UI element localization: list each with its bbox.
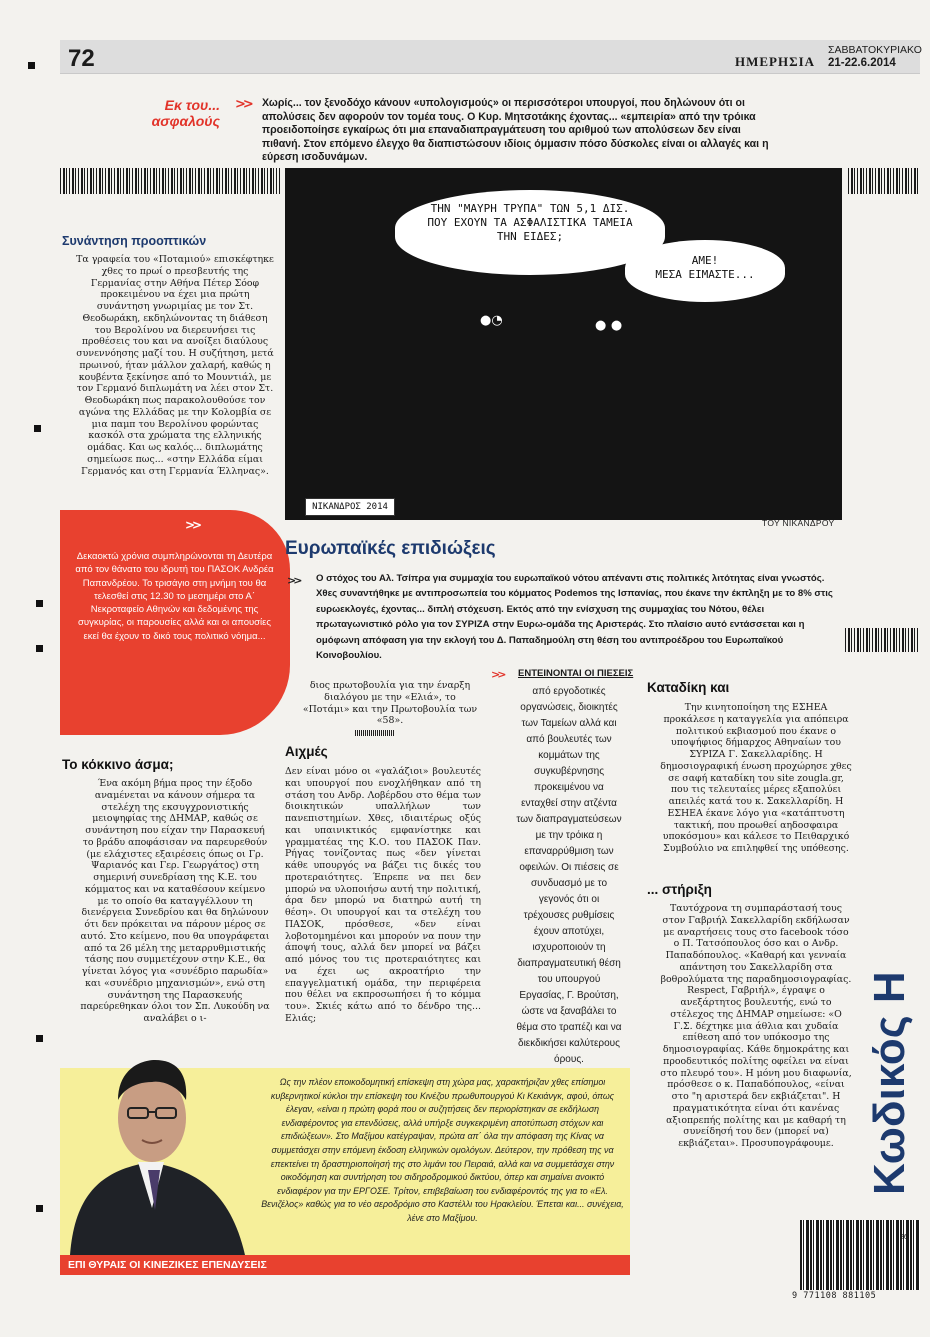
european-text: Ο στόχος του Αλ. Τσίπρα για συμμαχία του ευρωπαϊκού νότου απέναντι στις πολιτικές λιτότητας είναι γνωστός. Χθες συναντήθηκε με αντιπροσωπεία του κόμματος Podemos της Ισπανίας, που έκανε την έκπληξη με το 8% στις ευρωεκλογές, έχοντας... διπλή στόχευση. Εκτός από την ενίσχυση της συμμαχίας του Νότου, θέλει πρωταγωνιστικό ρόλο για τον ΣΥΡΙΖΑ στην Ευρω-ομάδα της Αριστεράς. Στο πλαίσιο αυτό εντάσσεται και η ομόφωνη απόφαση για την εκλογή του Δ. Παπαδημούλη στη θέση του αντιπροέδρου του Ευρωπαϊκού Κοινοβουλίου. [316, 573, 833, 662]
kicker-title [130, 97, 220, 129]
barbs-title: Αιχμές [285, 744, 328, 759]
bubble-text: ΠΟΥ ΕΧΟΥΝ ΤΑ ΑΣΦΑΛΙΣΤΙΚΑ ΤΑΜΕΙΑ [427, 216, 633, 229]
decorative-barcode [845, 628, 920, 652]
cartoon-credit: ΤΟΥ ΝΙΚΑΝΔΡΟΥ [762, 518, 835, 528]
pressures-text: από εργοδοτικές οργανώσεις, διοικητές των Ταμείων αλλά και από βουλευτές των κομμάτων της συγκυβέρνησης προκειμένου να ενταχθεί στην ατζέντα των διαπραγματεύσεων με την τρόικα η επαναρρύθμιση των οφειλών. Οι πιέσεις σε συνδυασμό με το γεγονός ότι οι τρέχουσες ρυθμίσεις έχουν αποτύχει, ισχυροποιούν τη διαπραγματευτική θέση του υπουργού Εργασίας, Γ. Βρούτση, ώστε να ξαναβάλει το θέμα στο τραπέζι και να διεκδικήσει καλύτερους όρους. [516, 686, 622, 1065]
support-text: Ταυτόχρονα τη συμπαράστασή τους στον Γαβριήλ Σακελλαρίδη εκδήλωσαν με αναρτήσεις τους στο facebook τόσο ο Π. Τατσόπουλος όσο και ο Ανδρ. Παπαδόπουλος. «Καθαρή και γενναία απάντηση του Σακελλαρίδη στα βοθρολύματα της παραδημοσιογραφίας. Respect, Γαβριήλ», έγραψε ο ανεξάρτητος βουλευτής, ενώ το στέλεχος της ΔΗΜΑΡ σημείωσε: «Ο Γ.Σ. δέχτηκε μια άθλια και χυδαία επίθεση από τον υπόκοσμο της δημοσιογραφίας. Κάθε δημοκράτης και προοδευτικός πολίτης οφείλει να είναι στο πλευρό του». Η μόνη μου διαφωνία, πρόσθεσε ο κ. Παπαδόπουλος, «είναι στο "η αριστερά δεν εκβιάζεται". Η πραγματικότητα είναι ότι κανένας αξιοπρεπής πολίτης και με καθαρή τη συνείδησή του δεν (μπορεί να) εκβιάζεται». Προσυπογράφουμε. [660, 903, 852, 1149]
cartoon [285, 168, 842, 520]
page-number: 72 [68, 45, 95, 72]
chinese-banner: ΕΠΙ ΘΥΡΑΙΣ ΟΙ ΚΙΝΕΖΙΚΕΣ ΕΠΕΝΔΥΣΕΙΣ [60, 1255, 630, 1275]
publication-day: ΣΑΒΒΑΤΟΚΥΡΙΑΚΟ [828, 44, 922, 56]
speech-bubble [625, 240, 785, 302]
european-title: Ευρωπαϊκές επιδιώξεις [285, 538, 496, 559]
arrow-icon: >> [185, 518, 200, 532]
pressures-title: ΕΝΤΕΙΝΟΝΤΑΙ ΟΙ ΠΙΕΣΕΙΣ [518, 668, 634, 679]
bubble-text: ΜΕΣΑ ΕΙΜΑΣΤΕ... [655, 268, 755, 281]
kicker-text: Χωρίς... τον ξενοδόχο κάνουν «υπολογισμούς» οι περισσότεροι υπουργοί, που δηλώνουν ότι οι απολύσεις δεν αφορούν τον τομέα τους. Ο Κυρ. Μητσοτάκης έχοντας... «εμπειρία» από την τρόικα προειδοποίησε εγκαίρως ότι μια επαναδιαπραγμάτευση του αριθμού των απολύσεων δεν είναι πιθανή. Στον επόμενο έλεγχο θα διαπιστώσουν ιδίοις όμμασιν πόσο δύσκολες είναι οι αλλαγές και η εύρεση ισοδυνάμων. [262, 97, 769, 164]
eyes-icon: ● ● [595, 318, 623, 333]
barcode-number: 9 771108 881105 [792, 1291, 877, 1301]
issue-number: 26 [900, 1234, 908, 1241]
support-title: ... στήριξη [647, 882, 712, 897]
crop-mark [34, 425, 41, 432]
cartoon-signature: ΝΙΚΑΝΔΡΟΣ 2014 [305, 498, 395, 516]
eyes-icon: ●◔ [480, 313, 503, 328]
crop-mark [36, 1205, 43, 1212]
kodikos-logo [860, 971, 920, 1200]
col2-text: διος πρωτοβουλία για την έναρξη διαλόγου με την «Ελιά», το «Ποτάμι» και την Πρωτοβουλία των «58». [302, 680, 478, 727]
bubble-text: ΤΗΝ ΕΙΔΕΣ; [496, 230, 564, 243]
kicker-title-line: Εκ του... [164, 97, 220, 113]
meeting-title: Συνάντηση προοπτικών [62, 234, 207, 248]
crop-mark [28, 62, 35, 69]
crop-mark [36, 1035, 43, 1042]
barbs-text: Δεν είναι μόνο οι «γαλάζιοι» βουλευτές και υπουργοί που ενοχλήθηκαν από τη στάση του Ανδρ. Λοβέρδου στο θέμα των διοικητικών υπαλλήλων των πανεπιστημίων. Χθες, ιδιαιτέρως οξύς και υπαινικτικός εμφανίστηκε και γραμματέας της Κ.Ο. του ΠΑΣΟΚ Παν. Ρήγας τονίζοντας πως «δεν γίνεται κάθε υπουργός να βάζει τις δικές του προτεραιότητες. Έπρεπε να πει δεν μπορώ να υλοποιήσω αυτή την πολιτική, άρα δεν μπορώ να διατηρώ αυτή τη θέση». Οι υπουργοί και τα στελέχη του ΠΑΣΟΚ, πρόσθεσε, «δεν είναι λοβοτομημένοι και μπορούν να πουν την άποψή τους, αλλά δεν μπορεί να βάζει από μόνος του τις προτεραιότητες και να έχει ως ακροατήριο την επαγγελματική ομάδα, την περιφέρεια που θέλει να εκπροσωπήσει ή το κόμμα του». Σκιές κάτω από το δένδρο της... Ελιάς; [285, 766, 481, 1024]
portrait-photo [60, 1030, 255, 1255]
arrow-icon: >> [287, 574, 300, 587]
product-barcode [800, 1220, 920, 1290]
arrow-icon: >> [235, 97, 251, 112]
publication-name: ΗΜΕΡΗΣΙΑ [735, 54, 816, 69]
publication-date: 21-22.6.2014 [828, 57, 896, 69]
memorial-text: Δεκαοκτώ χρόνια συμπληρώνονται τη Δευτέρα από τον θάνατο του ιδρυτή του ΠΑΣΟΚ Ανδρέα Παπανδρέου. Το τρισάγιο στη μνήμη του θα τελεσθεί στις 12.30 το μεσημέρι στο Α΄ Νεκροταφείο Αθηνών και δεδομένης της συγκυρίας, οι παρουσίες αλλά και οι απουσίες εκεί θα έχουν το δικό τους πολιτικό νόημα... [75, 551, 274, 642]
verdict-text: Την κινητοποίηση της ΕΣΗΕΑ προκάλεσε η καταγγελία για απόπειρα πολιτικού εκβιασμού που έκανε ο υποψήφιος δήμαρχος Αθηναίων του ΣΥΡΙΖΑ Γ. Σακελλαρίδης. Η δημοσιογραφική ένωση προχώρησε χθες σε σαφή καταδίκη του site zougla.gr, που τις τελευταίες μέρες εξαπολύει απειλές κατά του κ. Σακελλαρίδη. Η ΕΣΗΕΑ έκανε λόγο για «κατάπτυστη τακτική, που προωθεί αηδοσφαιρα υποκόσμου» και κάλεσε το Πειθαρχικό Συμβούλιο να επιληφθεί της υπόθεσης. [660, 702, 852, 854]
bubble-text: ΑΜΕ! [691, 254, 719, 267]
meeting-text: Τα γραφεία του «Ποταμιού» επισκέφτηκε χθες το πρωί ο πρεσβευτής της Γερμανίας στην Αθήνα Πέτερ Σόοφ προκειμένου να έχει μια πρώτη συνάντηση γνωριμίας με τον Στ. Θεοδωράκη, εκδηλώνοντας τη διάθεση του Βερολίνου να διερευνήσει τις προθέσεις του και να ανοίξει διαύλους συνεννόησης μαζί του. Η συζήτηση, μετά πρωινού, ήταν μάλλον χαλαρή, καθώς η κουβέντα ξεκίνησε από το Μουντιάλ, με τον Γερμανό διπλωμάτη να λέει στον Στ. Θεοδωράκη πως παρακολουθούσε τον αγώνα της Ελλάδας με την Κολομβία σε μια παμπ του Βερολίνου φορώντας κασκόλ στα χρώματα της ελληνικής ομάδας. Και ως καλός... διπλωμάτης σημείωσε πως... «στην Ελλάδα είμαι Γερμανός και στη Γερμανία Έλληνας». [76, 254, 274, 477]
red-sheet-text: Ένα ακόμη βήμα προς την έξοδο αναμένεται να κάνουν σήμερα τα στελέχη της εκσυγχρονιστικής μειοψηφίας της ΔΗΜΑΡ, καθώς σε συνάντηση που είχαν την Παρασκευή το βράδυ αποφάσισαν να παρευρεθούν (με ελάχιστες εξαιρέσεις όπως οι Γρ. Ψαριανός και Γερ. Γεωργάτος) στη σημερινή συνεδρίαση της Κ.Ε. του κόμματος και να καταθέσουν κείμενο με το οποίο θα καταγγέλλουν τη διενέργεια Συνεδρίου και θα δηλώνουν ότι δεν πρόκειται να πάρουν μέρος σε αυτό. Στο κείμενο, που θα υπογράφεται από τα 26 μέλη της μεταρρυθμιστικής τάσης που συμμετέχουν στην Κ.Ε., θα γίνεται λόγος για «συνέδριο παρωδία» και «συνέδριο μηχανισμών», ενώ στη συνάντηση της Παρασκευής παρεύρεθηκαν όλοι τον Σπ. Λυκούδη να αναλάβει ο ι- [80, 778, 270, 1024]
logo-text: Κωδικός Η [865, 971, 914, 1195]
crop-mark [36, 645, 43, 652]
kicker-title-line: ασφαλούς [151, 113, 220, 129]
decorative-barcode [60, 168, 280, 194]
verdict-title: Καταδίκη και [647, 680, 730, 695]
crop-mark [36, 600, 43, 607]
red-sheet-title: Το κόκκινο άσμα; [62, 757, 174, 772]
bubble-text: ΤΗΝ "ΜΑΥΡΗ ΤΡΥΠΑ" ΤΩΝ 5,1 ΔΙΣ. [430, 202, 630, 215]
decorative-barcode [355, 730, 395, 736]
arrow-icon: >> [491, 668, 504, 681]
decorative-barcode [848, 168, 920, 194]
chinese-text: Ως την πλέον εποικοδομητική επίσκεψη στη χώρα μας, χαρακτήριζαν χθες επίσημοι κυβερνητικοί κύκλοι την επίσκεψη του Κινέζου πρωθυπουργού Κι Κεκιάνγκ, αφού, όπως έλεγαν, «είναι η πρώτη φορά που οι συζητήσεις δεν περιορίστηκαν σε εκδήλωση ενδιαφέροντος για επενδύσεις, αλλά υπήρξε συγκεκριμένη αποτύπωση στόχων και επιδιώξεων». Στο Μαξίμου κατέγραψαν, πρώτα απ΄ όλα την απόφαση της Κίνας να συμμετάσχει στην επόμενη έκδοση ελληνικών ομολόγων. Δεύτερον, την πρόθεση της να επεκτείνει τη δραστηριοποίησή της στο λιμάνι του Πειραιά, αλλά και να συμμετάσχει στην οικοδόμηση και συντήρηση του σιδηροδρομικού δικτύου, όπερ και σημαίνει ανοικτό ενδιαφέρον για την ΕΡΓΟΣΕ. Τρίτον, επιβεβαίωση του ενδιαφέροντός της για το «Ελ. Βενιζέλος» καθώς για το νέο αεροδρόμιο στο Καστέλλι του Ηρακλείου. Έπεται και... συνέχεια, λένε στο Μαξίμου. [261, 1077, 624, 1223]
memorial-badge [60, 510, 290, 735]
